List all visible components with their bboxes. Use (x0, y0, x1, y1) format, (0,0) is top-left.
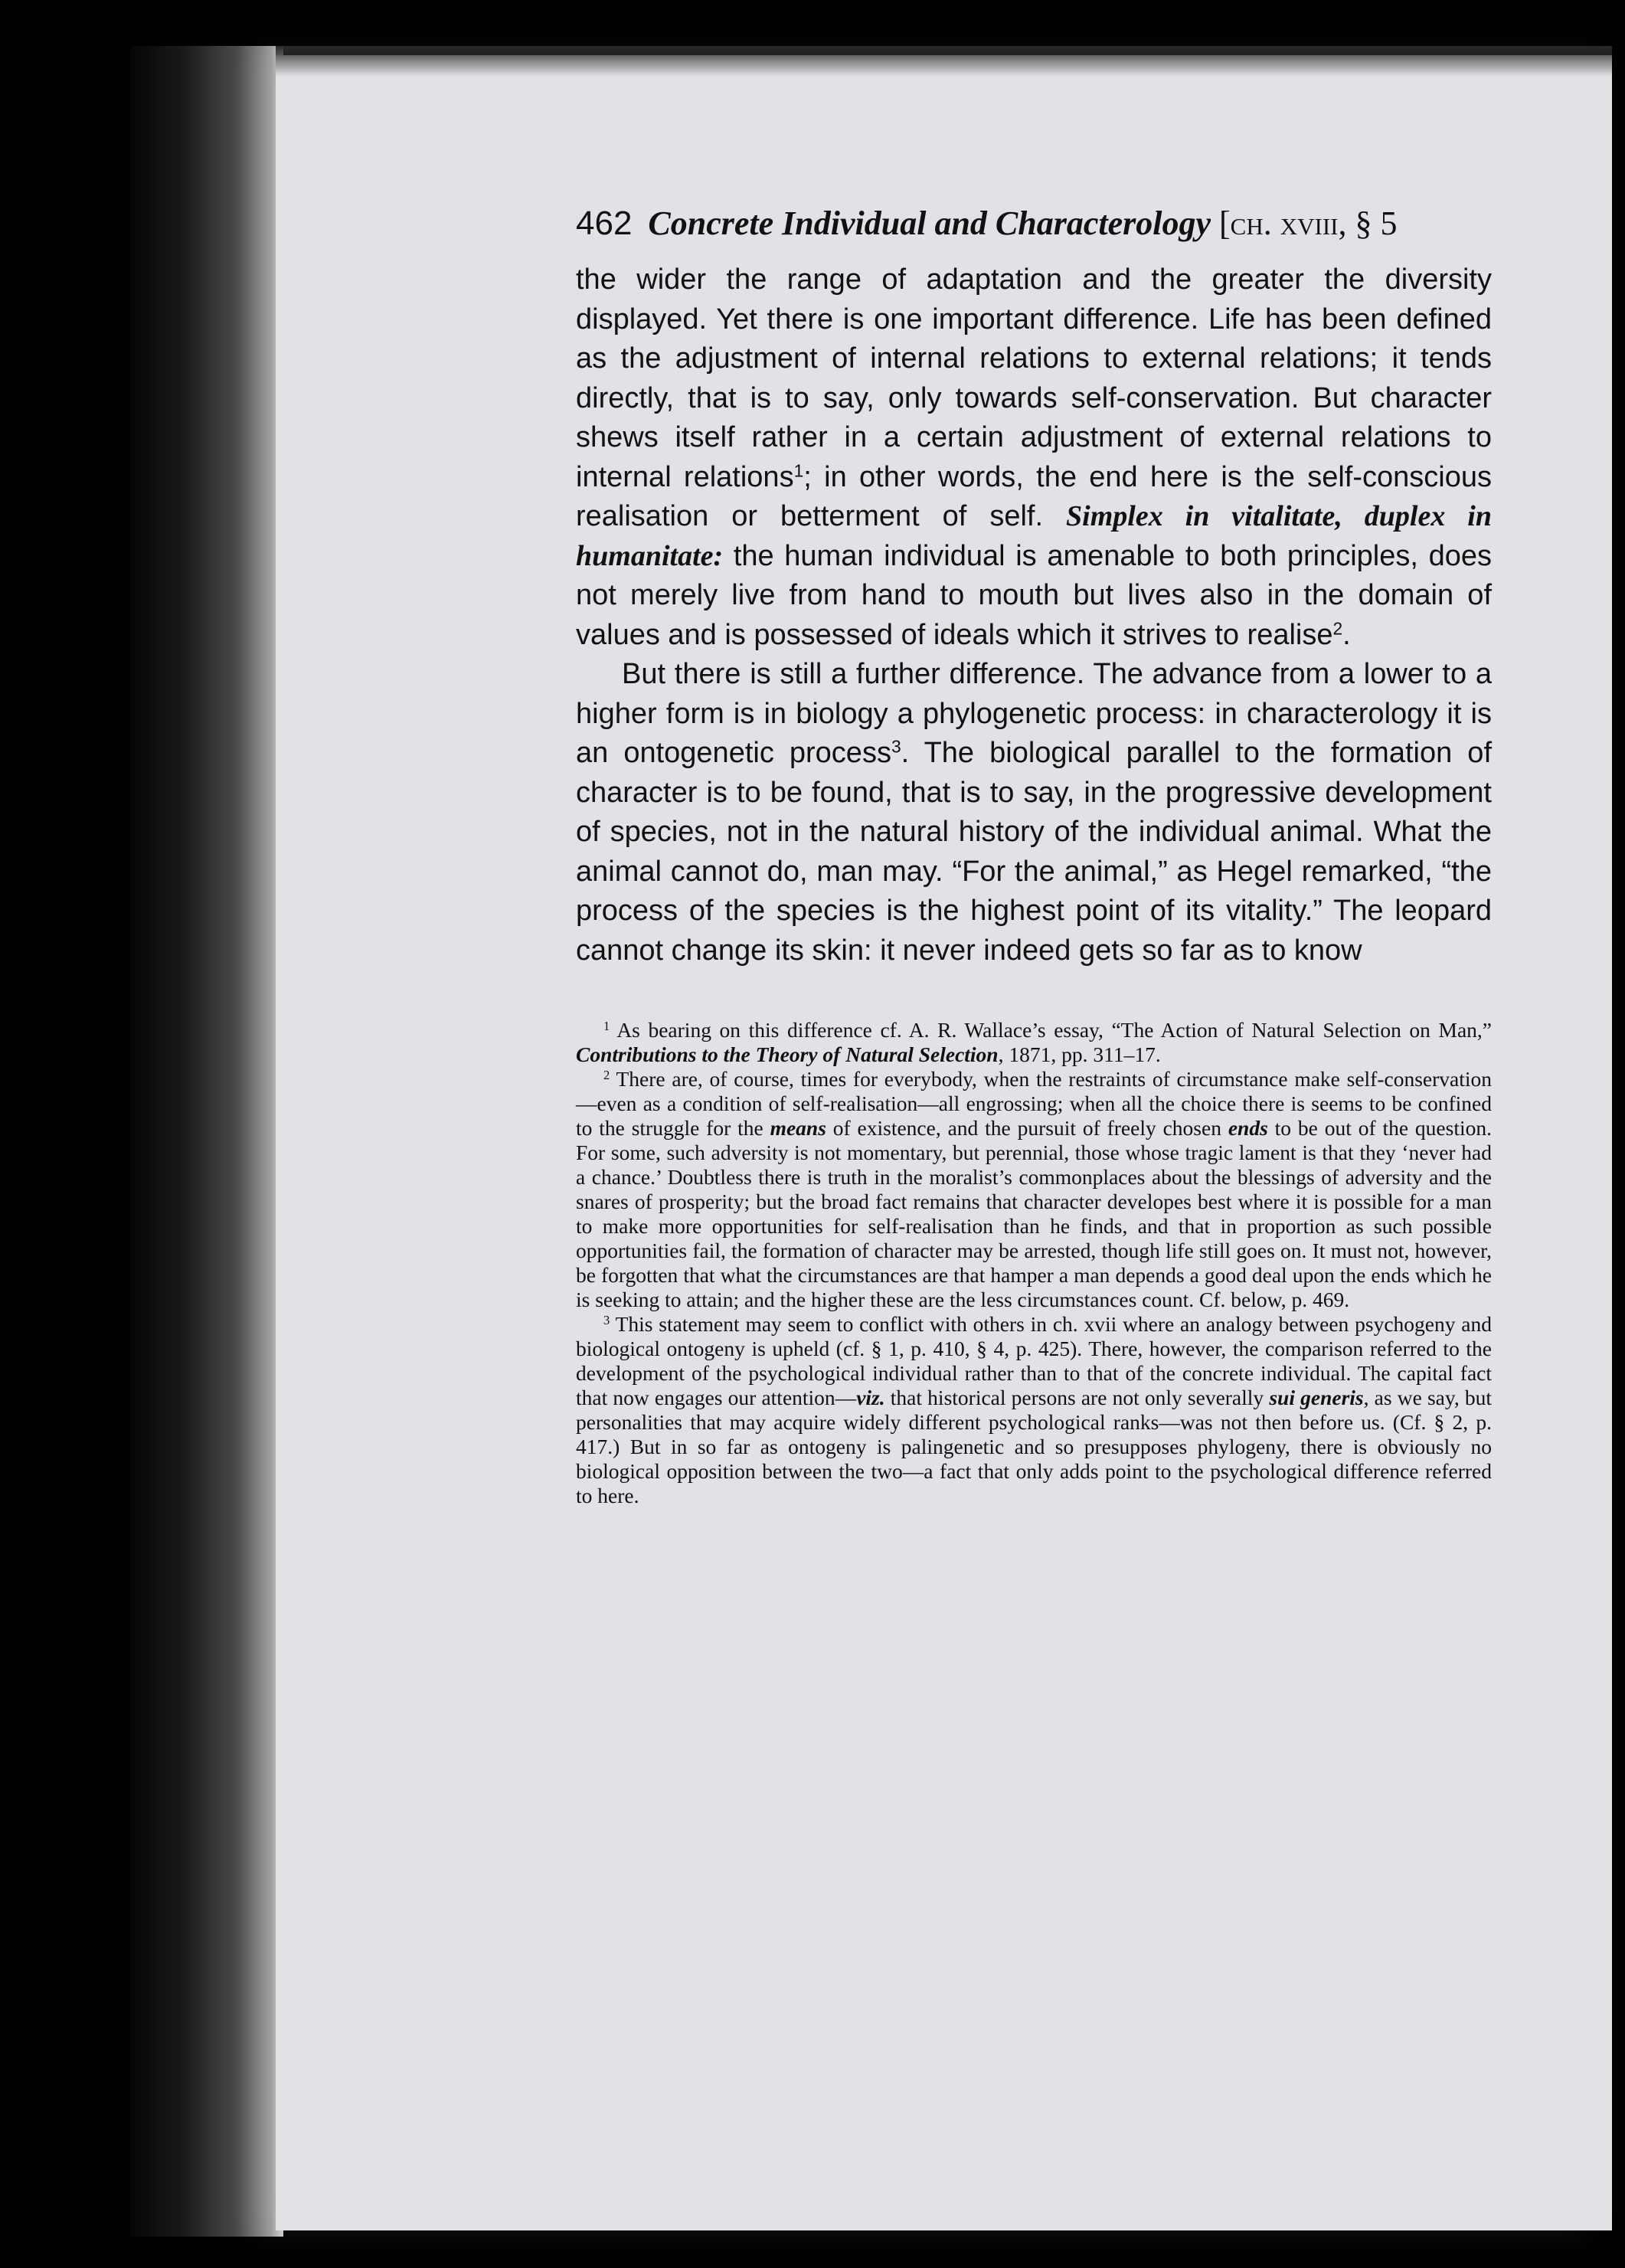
text-run: ; in other words, the end here is the self-conscious realisation or betterment of self. (576, 460, 1492, 532)
text-run: the human individual is amenable to both principles, does not merely live from hand to mouth but lives also in the domain of values and is possessed of ideals which it strives to realise (576, 539, 1492, 651)
footnote-ref-2[interactable]: 2 (1332, 617, 1343, 638)
footnote-marker: 2 (603, 1067, 610, 1082)
running-head-title: Concrete Individual and Characterology (648, 205, 1211, 242)
text-run: There are, of course, times for everybody, when the restraints of circumstance make self-conservation—even as a condition of self-realisation—all engrossing; when all the choice there is seems to be confined to the struggle for the (576, 1067, 1492, 1140)
text-run: the wider the range of adaptation and the greater the diversity displayed. Yet there is one important difference. Life has been defined as the adjustment of internal relations to external relations; it tends directly, that is to say, only towards self-conservation. But character shews itself rather in a certain adjustment of external relations to internal relations (576, 263, 1492, 493)
book-title: Contributions to the Theory of Natural Selection (576, 1042, 999, 1066)
text-run: . (1342, 618, 1351, 651)
italic-word: viz. (856, 1386, 885, 1409)
text-run: . The biological parallel to the formation of character is to be found, that is to say, in the progressive development of species, not in the natural history of the individual animal. What the animal cannot do, man may. “For the animal,” as Hegel remarked, “the process of the species is the highest point of its vitality.” The leopard cannot change its skin: it never indeed gets so far as to know (576, 737, 1492, 967)
footnote-marker: 3 (603, 1312, 610, 1327)
footnote-ref-3[interactable]: 3 (891, 736, 901, 757)
text-run: of existence, and the pursuit of freely chosen (826, 1116, 1228, 1140)
text-run: This statement may seem to conflict with others in ch. xvii where an analogy between psychogeny and biological ontogeny is upheld (cf. § 1, p. 410, § 4, p. 425). There, however, the comparison referred to the development of the psychological individual rather than to that of the concrete individual. The capital fact that now engages our attention— (576, 1312, 1492, 1409)
page-number: 462 (576, 205, 633, 242)
page-top-shadow (276, 46, 1612, 77)
footnote-ref-1[interactable]: 1 (793, 460, 804, 480)
footnote-1 (576, 1018, 1492, 1067)
text-run: As bearing on this difference cf. A. R. Wallace’s essay, “The Action of Natural Selection on Man,” (610, 1018, 1492, 1042)
page-content (576, 207, 1492, 1508)
running-head (576, 207, 1492, 260)
italic-word: means (770, 1116, 826, 1140)
footnote-marker: 1 (603, 1018, 610, 1033)
body-paragraph-2 (576, 655, 1492, 970)
text-run: to be out of the question. For some, such adversity is not momentary, but perennial, those whose tragic lament is that they ‘never had a chance.’ Doubtless there is truth in the moralist’s commonplaces about the blessings of adversity and the snares of prosperity; but the broad fact remains that character developes best where it is possible for a man to make more opportunities for self-realisation than he finds, and that in proportion as such possible opportunities fail, the formation of character may be arrested, though life still goes on. It must not, however, be forgotten that what the circumstances are that hamper a man depends a good deal upon the ends which he is seeking to attain; and the higher these are the less circumstances count. Cf. below, p. 469. (576, 1116, 1493, 1311)
body-paragraph-1 (576, 260, 1492, 655)
footnote-2 (576, 1067, 1492, 1312)
text-run: , as we say, but personalities that may acquire widely different psychological ranks—was not then before us. (Cf. § 2, p. 417.) But in so far as ontogeny is palingenetic and so presupposes phylogeny, there is obviously no biological opposition between the two—a fact that only adds point to the psychological difference referred to here. (576, 1386, 1492, 1507)
italic-word: ends (1228, 1116, 1268, 1140)
italic-word: sui generis (1269, 1386, 1364, 1409)
text-run: But there is still a further difference. The advance from a lower to a higher form is in biology a phylogenetic process: in characterology it is an ontogenetic process (576, 658, 1492, 769)
book-binding-edge (130, 46, 283, 2237)
text-run: that historical persons are not only severally (884, 1386, 1270, 1409)
footnote-3 (576, 1312, 1492, 1508)
running-head-chapter: [ch. xviii, § 5 (1219, 205, 1398, 242)
text-run: , 1871, pp. 311–17. (998, 1042, 1161, 1066)
latin-phrase: Simplex in vitalitate, duplex in humanitate: (576, 500, 1492, 572)
footnotes (576, 1018, 1492, 1508)
